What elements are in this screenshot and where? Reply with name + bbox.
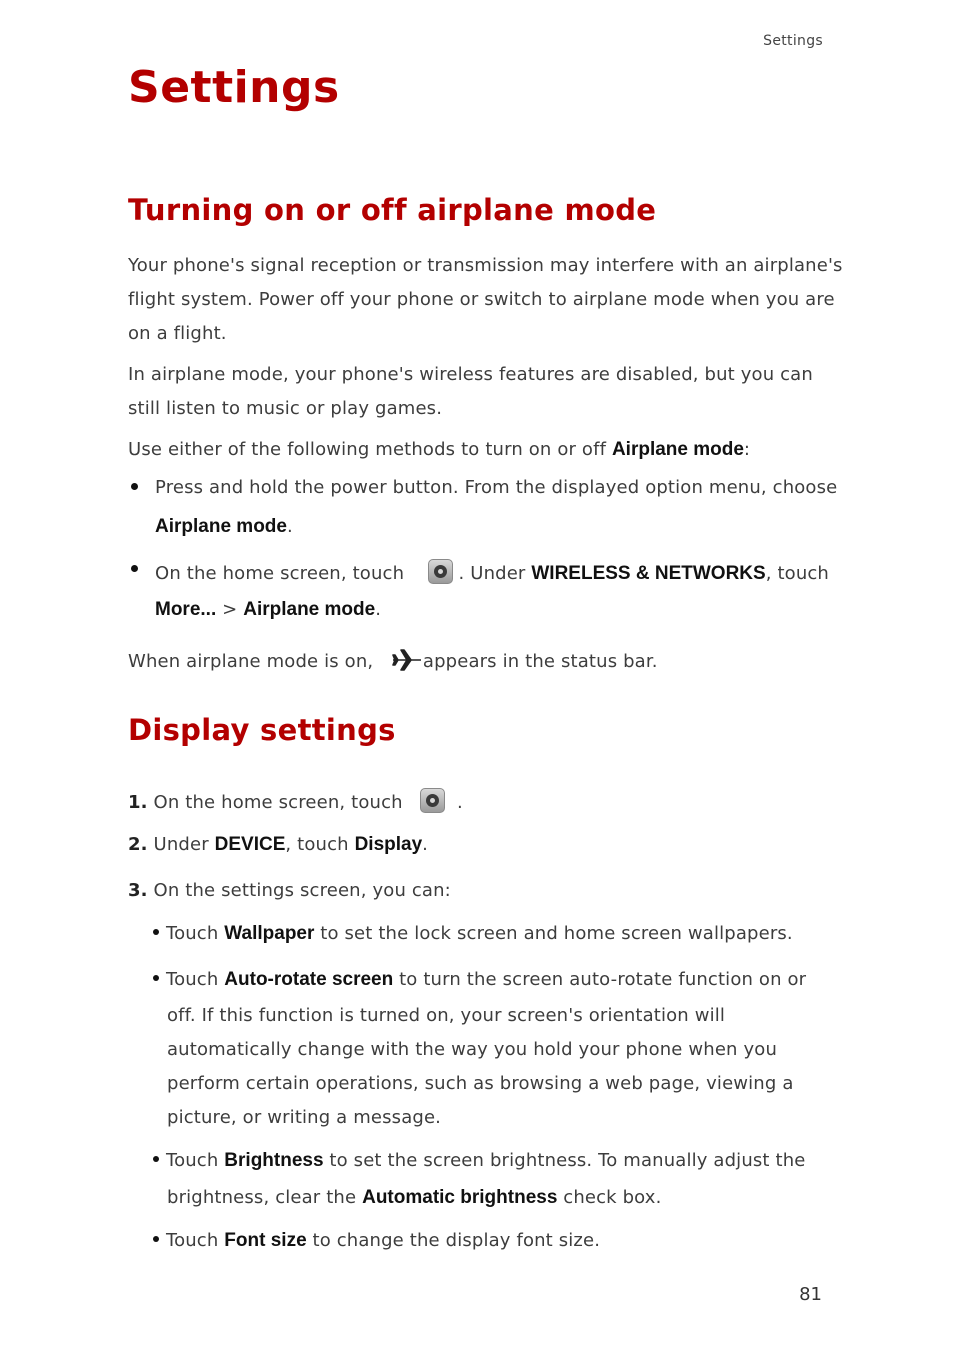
bullet-dot (153, 1236, 159, 1242)
bullet-2-text: On the home screen, touch . Under WIRELESS & NETWORKS, touch (155, 559, 829, 585)
methods-intro: Use either of the following methods to turn on or off Airplane mode: (128, 439, 751, 460)
sub-bullet-font-size: Touch Font size to change the display font size. (166, 1230, 601, 1251)
bullet-1-text: Press and hold the power button. From the displayed option menu, choose (155, 477, 838, 498)
settings-gear-icon (420, 788, 445, 813)
step-3: 3. On the settings screen, you can: (128, 880, 451, 901)
airplane-mode-term: Airplane mode (611, 439, 744, 460)
sub-bullet-wallpaper: Touch Wallpaper to set the lock screen and home screen wallpapers. (166, 923, 793, 944)
bullet-dot (153, 929, 159, 935)
sub-bullet-auto-rotate: Touch Auto-rotate screen to turn the screen auto-rotate function on or (166, 969, 807, 990)
settings-gear-icon (428, 559, 453, 584)
bullet-2-continuation: More... > Airplane mode. (155, 599, 382, 620)
paragraph-line: flight system. Power off your phone or switch to airplane mode when you are (128, 289, 835, 310)
paragraph-line: automatically change with the way you hold your phone when you (167, 1039, 778, 1060)
bullet-dot (131, 565, 138, 572)
paragraph-line: Your phone's signal reception or transmission may interfere with an airplane's (128, 255, 843, 276)
section-heading-airplane-mode: Turning on or off airplane mode (128, 193, 657, 227)
paragraph-line: still listen to music or play games. (128, 398, 443, 419)
sub-bullet-brightness-continuation: brightness, clear the Automatic brightness check box. (167, 1187, 662, 1208)
sub-bullet-brightness: Touch Brightness to set the screen brightness. To manually adjust the (166, 1150, 806, 1171)
bullet-dot (153, 1156, 159, 1162)
paragraph-line: In airplane mode, your phone's wireless features are disabled, but you can (128, 364, 813, 385)
bullet-1-continuation: Airplane mode. (155, 516, 293, 537)
running-header: Settings (763, 33, 823, 49)
paragraph-line: picture, or writing a message. (167, 1107, 442, 1128)
page-number: 81 (799, 1284, 822, 1305)
page-title: Settings (128, 62, 340, 113)
section-heading-display-settings: Display settings (128, 713, 396, 747)
paragraph-line: on a flight. (128, 323, 227, 344)
airplane-icon (391, 648, 423, 672)
bullet-dot (153, 975, 159, 981)
paragraph-line: off. If this function is turned on, your screen's orientation will (167, 1005, 726, 1026)
paragraph-line: perform certain operations, such as browsing a web page, viewing a (167, 1073, 794, 1094)
airplane-status-note: When airplane mode is on, appears in the status bar. (128, 648, 658, 672)
step-2: 2. Under DEVICE, touch Display. (128, 834, 429, 855)
bullet-dot (131, 483, 138, 490)
step-1: 1. On the home screen, touch . (128, 788, 463, 813)
